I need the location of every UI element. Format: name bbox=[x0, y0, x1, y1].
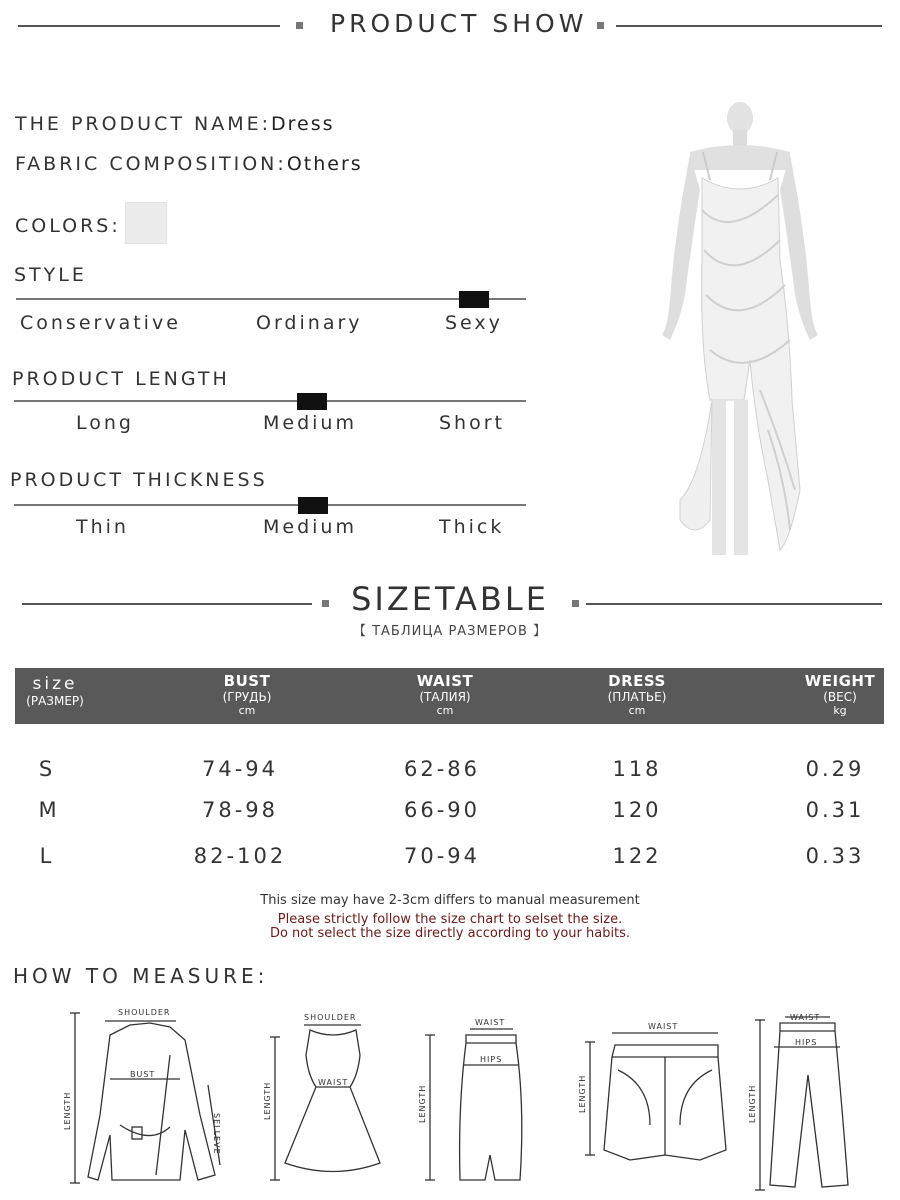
fabric-row bbox=[15, 153, 363, 175]
cell-weight: 0.29 bbox=[805, 757, 865, 781]
product-name-label: THE PRODUCT NAME: bbox=[15, 113, 272, 135]
product-name-row bbox=[15, 113, 335, 135]
cell-size: M bbox=[38, 798, 60, 822]
sizetable-subtitle: 【 ТАБЛИЦА РАЗМЕРОВ 】 bbox=[352, 624, 548, 639]
dress-waist-label: WAIST bbox=[318, 1078, 349, 1087]
length-option-long: Long bbox=[76, 412, 134, 434]
jacket-bust-label: BUST bbox=[130, 1070, 156, 1079]
length-marker bbox=[297, 393, 327, 410]
cell-waist: 66-90 bbox=[403, 798, 481, 822]
pants-waist-label: WAIST bbox=[790, 1013, 821, 1022]
style-scale-line bbox=[16, 298, 526, 300]
style-marker bbox=[459, 291, 489, 308]
cell-bust: 78-98 bbox=[201, 798, 279, 822]
dress-length-label: LENGTH bbox=[263, 1081, 272, 1120]
skirt-hips-label: HIPS bbox=[480, 1055, 503, 1064]
size-note: This size may have 2-3cm differs to manual measurement bbox=[260, 893, 640, 908]
length-title: PRODUCT LENGTH bbox=[12, 368, 230, 390]
style-title: STYLE bbox=[14, 264, 87, 286]
size-warning-1: Please strictly follow the size chart to selset the size. bbox=[277, 912, 623, 927]
thickness-title: PRODUCT THICKNESS bbox=[10, 469, 268, 491]
sizetable-rule-right bbox=[586, 603, 882, 605]
header-dress: DRESS (ПЛАТЬЕ) cm bbox=[607, 672, 667, 717]
header-waist: WAIST (ТАЛИЯ) cm bbox=[416, 672, 474, 717]
jacket-shoulder-label: SHOULDER bbox=[118, 1008, 171, 1017]
skirt-illustration bbox=[425, 1029, 522, 1180]
fabric-value: Others bbox=[286, 153, 363, 175]
style-option-ordinary: Ordinary bbox=[256, 312, 363, 334]
dress-shoulder-label: SHOULDER bbox=[304, 1013, 357, 1022]
header-weight: WEIGHT (ВЕС) kg bbox=[804, 672, 876, 717]
cell-waist: 62-86 bbox=[403, 757, 481, 781]
header-rule-right bbox=[616, 25, 882, 27]
thickness-option-thin: Thin bbox=[76, 516, 129, 538]
dress-illustration bbox=[270, 1025, 380, 1180]
pants-hips-label: HIPS bbox=[795, 1038, 818, 1047]
cell-bust: 82-102 bbox=[193, 844, 287, 868]
cell-dress: 118 bbox=[612, 757, 662, 781]
cell-weight: 0.33 bbox=[805, 844, 865, 868]
how-to-measure-title: HOW TO MEASURE: bbox=[13, 964, 269, 988]
sizetable-dot-right bbox=[572, 600, 579, 607]
jacket-illustration bbox=[70, 1013, 220, 1183]
colors-label: COLORS: bbox=[15, 215, 121, 237]
measure-illustrations bbox=[0, 995, 900, 1200]
skirt-length-label: LENGTH bbox=[418, 1084, 427, 1123]
jacket-length-label: LENGTH bbox=[63, 1091, 72, 1130]
product-image bbox=[640, 100, 840, 565]
cell-bust: 74-94 bbox=[201, 757, 279, 781]
length-option-short: Short bbox=[439, 412, 505, 434]
header-bust: BUST (ГРУДЬ) cm bbox=[222, 672, 272, 717]
page-title: PRODUCT SHOW bbox=[330, 9, 588, 38]
size-table-header bbox=[15, 668, 884, 724]
mini-skirt-length-label: LENGTH bbox=[578, 1074, 587, 1113]
thickness-option-medium: Medium bbox=[263, 516, 357, 538]
cell-dress: 122 bbox=[612, 844, 662, 868]
style-option-sexy: Sexy bbox=[445, 312, 503, 334]
cell-size: S bbox=[38, 757, 56, 781]
cell-weight: 0.31 bbox=[805, 798, 865, 822]
skirt-waist-label: WAIST bbox=[475, 1018, 506, 1027]
mini-skirt-illustration bbox=[585, 1033, 726, 1160]
cell-dress: 120 bbox=[612, 798, 662, 822]
header-dot-left bbox=[296, 22, 303, 29]
product-name-value: Dress bbox=[271, 113, 335, 135]
style-option-conservative: Conservative bbox=[20, 312, 181, 334]
pants-length-label: LENGTH bbox=[748, 1084, 757, 1123]
header-dot-right bbox=[597, 22, 604, 29]
mini-skirt-waist-label: WAIST bbox=[648, 1022, 679, 1031]
size-warning-2: Do not select the size directly according to your habits. bbox=[269, 926, 631, 941]
length-scale-line bbox=[14, 400, 526, 402]
sizetable-title: SIZETABLE bbox=[351, 580, 549, 618]
thickness-option-thick: Thick bbox=[439, 516, 505, 538]
cell-waist: 70-94 bbox=[403, 844, 481, 868]
thickness-marker bbox=[298, 497, 328, 514]
cell-size: L bbox=[39, 844, 55, 868]
thickness-scale-line bbox=[14, 504, 526, 506]
fabric-label: FABRIC COMPOSITION: bbox=[15, 153, 287, 175]
dress-mannequin-image bbox=[640, 100, 840, 565]
color-swatch-white[interactable] bbox=[125, 202, 167, 244]
header-size: size (РАЗМЕР) bbox=[26, 674, 84, 708]
length-option-medium: Medium bbox=[263, 412, 357, 434]
jacket-selleve-label: SELLEVE bbox=[212, 1113, 221, 1155]
header-rule-left bbox=[18, 25, 280, 27]
